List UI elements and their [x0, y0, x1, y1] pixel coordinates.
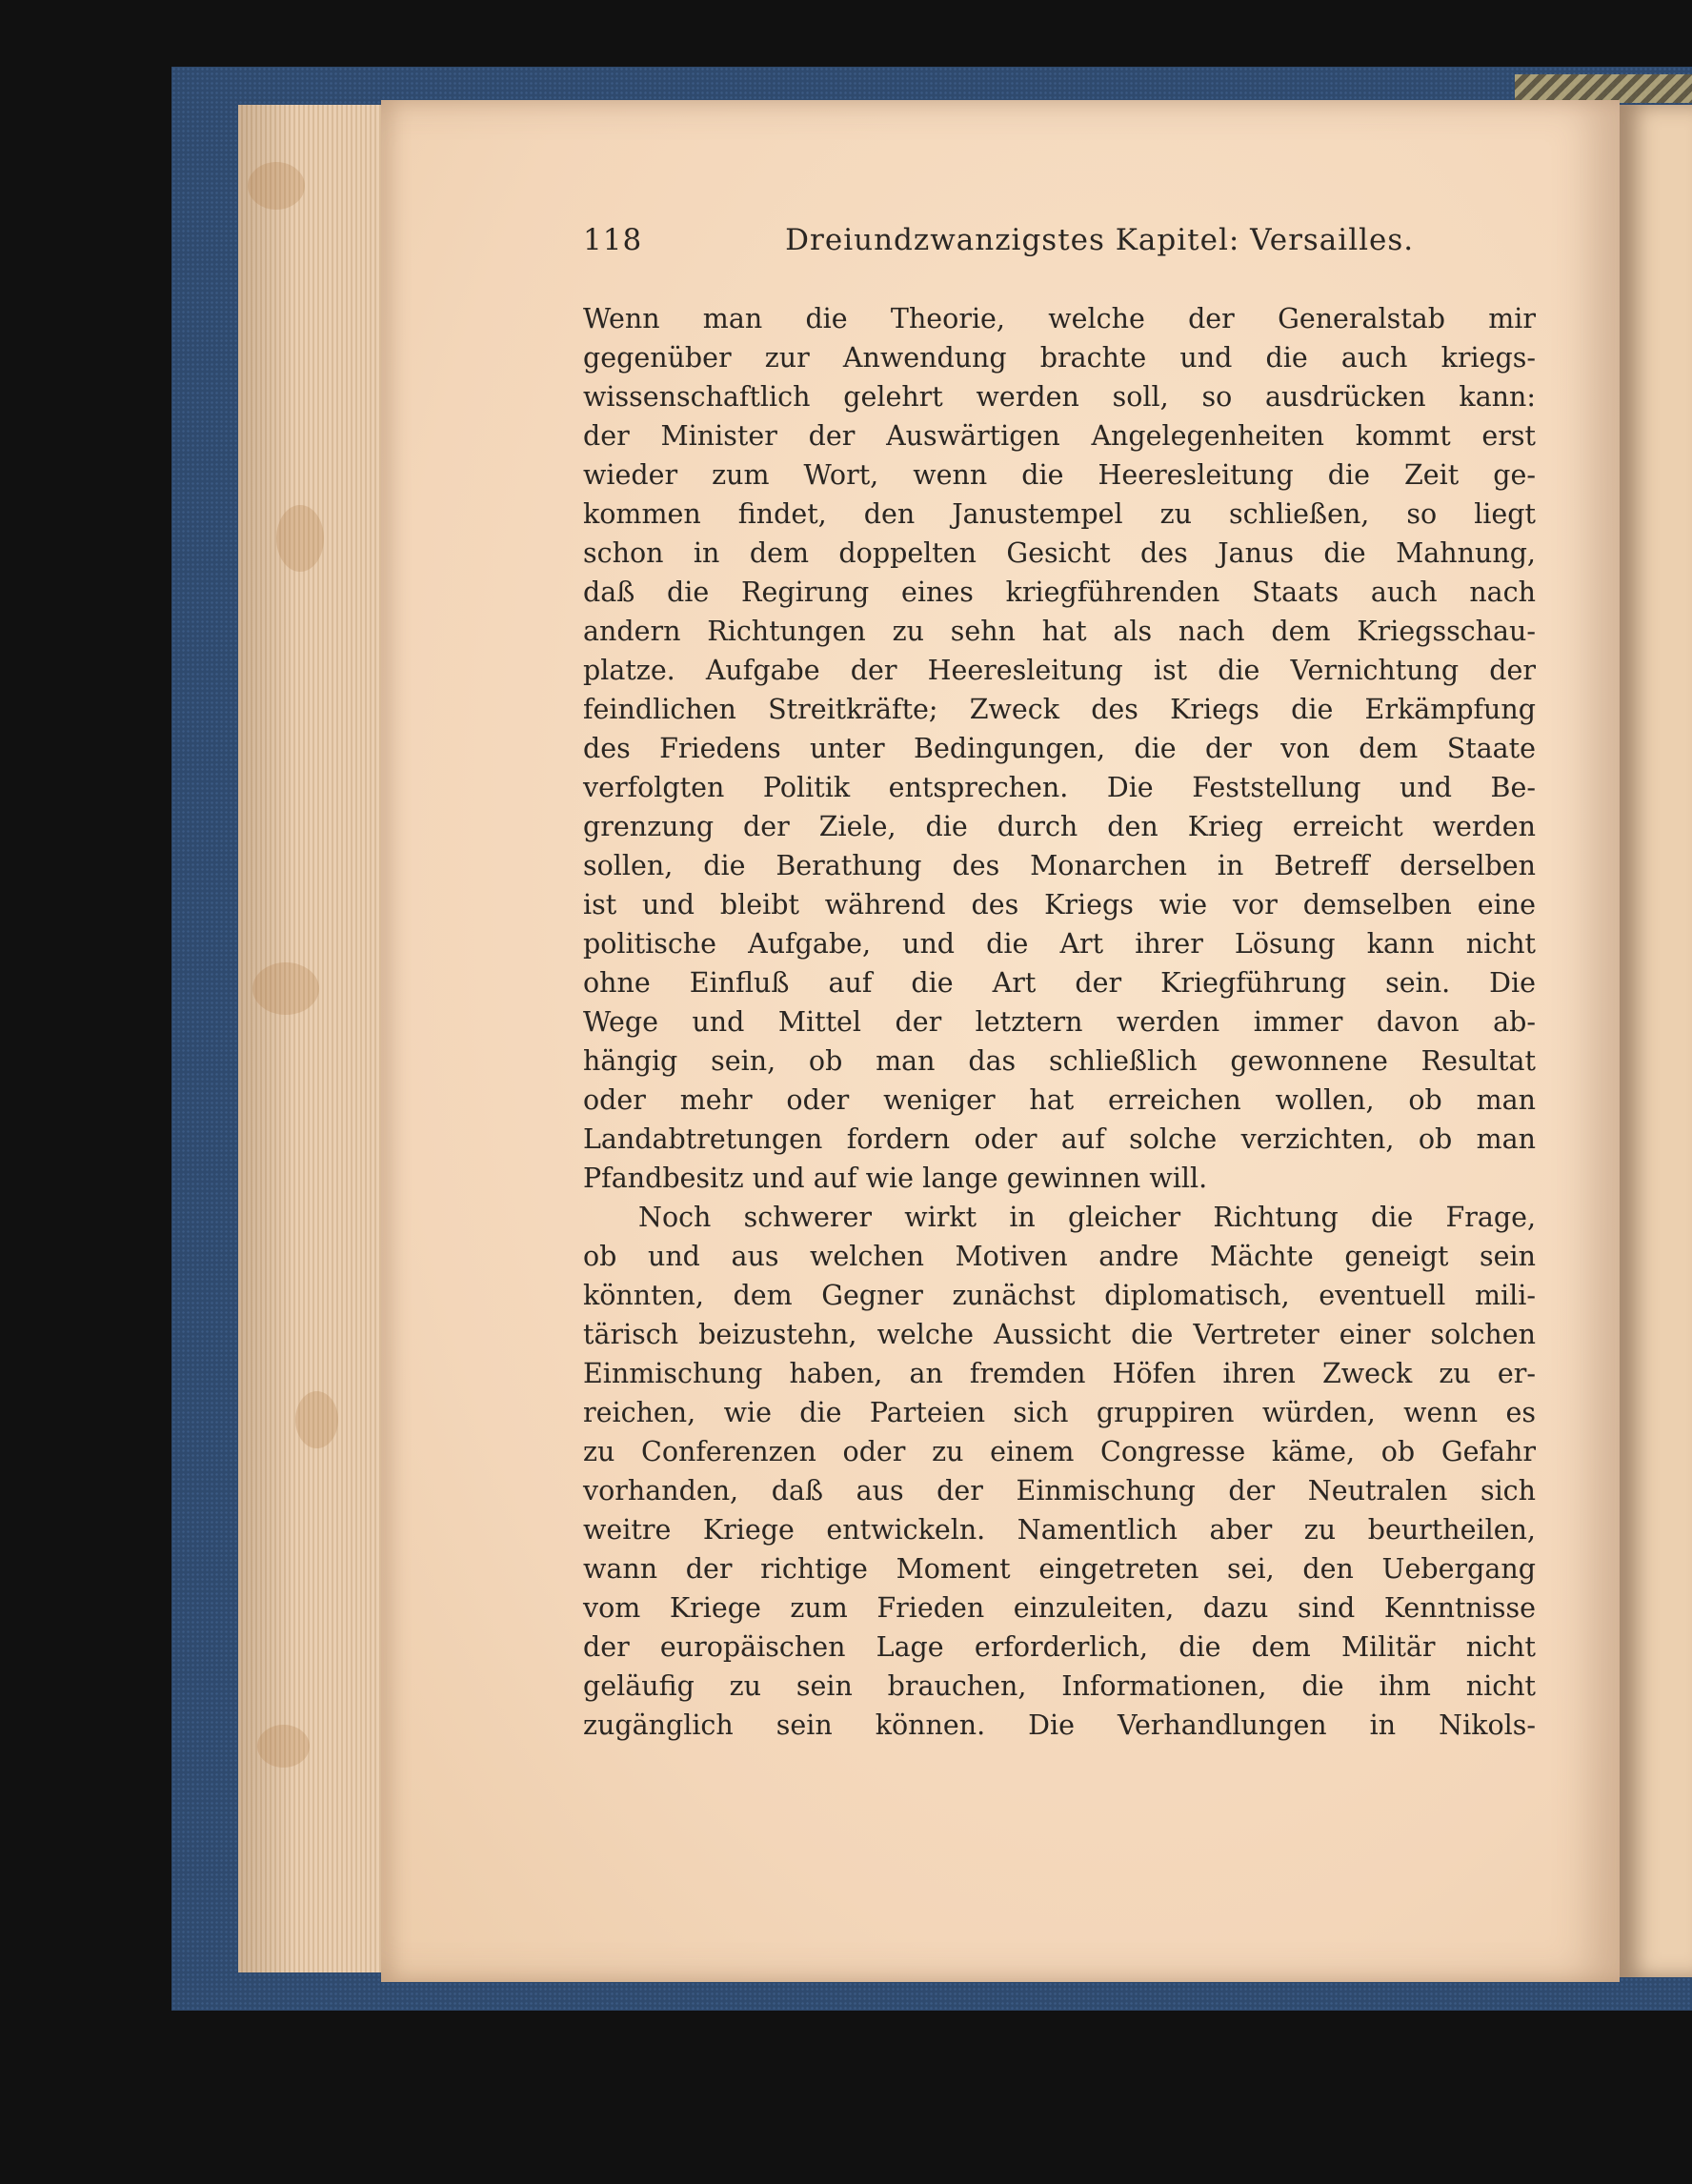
facing-page-edge — [1620, 105, 1692, 1977]
text-line: könnten, dem Gegner zunächst diplomatisch, eventuell mili- — [583, 1280, 1536, 1311]
text-line: zugänglich sein können. Die Verhandlungen in Nikols- — [583, 1709, 1536, 1741]
text-line: grenzung der Ziele, die durch den Krieg erreicht werden — [583, 811, 1536, 842]
cover-edge-trim — [1515, 74, 1692, 103]
text-line: weitre Kriege entwickeln. Namentlich aber zu beurtheilen, — [583, 1514, 1536, 1546]
text-line: gegenüber zur Anwendung brachte und die auch kriegs- — [583, 342, 1536, 374]
text-line: vom Kriege zum Frieden einzuleiten, dazu sind Kenntnisse — [583, 1592, 1536, 1624]
text-line: politische Aufgabe, und die Art ihrer Lösung kann nicht — [583, 928, 1536, 960]
paragraph — [583, 1198, 1536, 1745]
text-line: Wege und Mittel der letztern werden immer davon ab- — [583, 1006, 1536, 1038]
foxing-stain — [276, 505, 324, 572]
foxing-stain — [257, 1725, 310, 1768]
text-line: reichen, wie die Parteien sich gruppiren würden, wenn es — [583, 1397, 1536, 1428]
foxing-stain — [248, 162, 305, 210]
text-line: vorhanden, daß aus der Einmischung der Neutralen sich — [583, 1475, 1536, 1507]
text-line: wann der richtige Moment eingetreten sei, den Uebergang — [583, 1553, 1536, 1585]
text-line: ist und bleibt während des Kriegs wie vor demselben eine — [583, 889, 1536, 920]
page-body-text — [583, 299, 1536, 1745]
text-line: oder mehr oder weniger hat erreichen wollen, ob man — [583, 1084, 1536, 1116]
text-line: wissenschaftlich gelehrt werden soll, so ausdrücken kann: — [583, 381, 1536, 413]
text-line: Landabtretungen fordern oder auf solche verzichten, ob man — [583, 1123, 1536, 1155]
text-line: feindlichen Streitkräfte; Zweck des Kriegs die Erkämpfung — [583, 694, 1536, 725]
text-line: sollen, die Berathung des Monarchen in Betreff derselben — [583, 850, 1536, 881]
page-number: 118 — [583, 223, 643, 257]
paragraph — [583, 299, 1536, 1198]
text-line: schon in dem doppelten Gesicht des Janus die Mahnung, — [583, 537, 1536, 569]
text-line: der europäischen Lage erforderlich, die dem Militär nicht — [583, 1631, 1536, 1663]
text-line: wieder zum Wort, wenn die Heeresleitung die Zeit ge- — [583, 459, 1536, 491]
page-edges — [238, 105, 381, 1972]
text-line: Noch schwerer wirkt in gleicher Richtung die Frage, — [638, 1202, 1536, 1233]
text-line: andern Richtungen zu sehn hat als nach dem Kriegsschau- — [583, 616, 1536, 647]
text-line: platze. Aufgabe der Heeresleitung ist die Vernichtung der — [583, 655, 1536, 686]
text-line: zu Conferenzen oder zu einem Congresse käme, ob Gefahr — [583, 1436, 1536, 1467]
text-line: ob und aus welchen Motiven andre Mächte geneigt sein — [583, 1241, 1536, 1272]
text-line: daß die Regirung eines kriegführenden Staats auch nach — [583, 576, 1536, 608]
text-line: des Friedens unter Bedingungen, die der von dem Staate — [583, 733, 1536, 764]
text-line: der Minister der Auswärtigen Angelegenheiten kommt erst — [583, 420, 1536, 452]
text-line: geläufig zu sein brauchen, Informationen, die ihm nicht — [583, 1670, 1536, 1702]
text-line: Pfandbesitz und auf wie lange gewinnen will. — [583, 1163, 1208, 1194]
text-line: Wenn man die Theorie, welche der Generalstab mir — [583, 303, 1536, 334]
running-header — [583, 223, 1415, 257]
foxing-stain — [252, 962, 319, 1015]
text-line: verfolgten Politik entsprechen. Die Feststellung und Be- — [583, 772, 1536, 803]
text-line: tärisch beizustehn, welche Aussicht die Vertreter einer solchen — [583, 1319, 1536, 1350]
text-line: hängig sein, ob man das schließlich gewonnene Resultat — [583, 1045, 1536, 1077]
running-title: Dreiundzwanzigstes Kapitel: Versailles. — [785, 223, 1415, 257]
foxing-stain — [295, 1391, 338, 1448]
text-line: Einmischung haben, an fremden Höfen ihren Zweck zu er- — [583, 1358, 1536, 1389]
text-line: ohne Einfluß auf die Art der Kriegführung sein. Die — [583, 967, 1536, 999]
text-line: kommen findet, den Janustempel zu schließen, so liegt — [583, 498, 1536, 530]
